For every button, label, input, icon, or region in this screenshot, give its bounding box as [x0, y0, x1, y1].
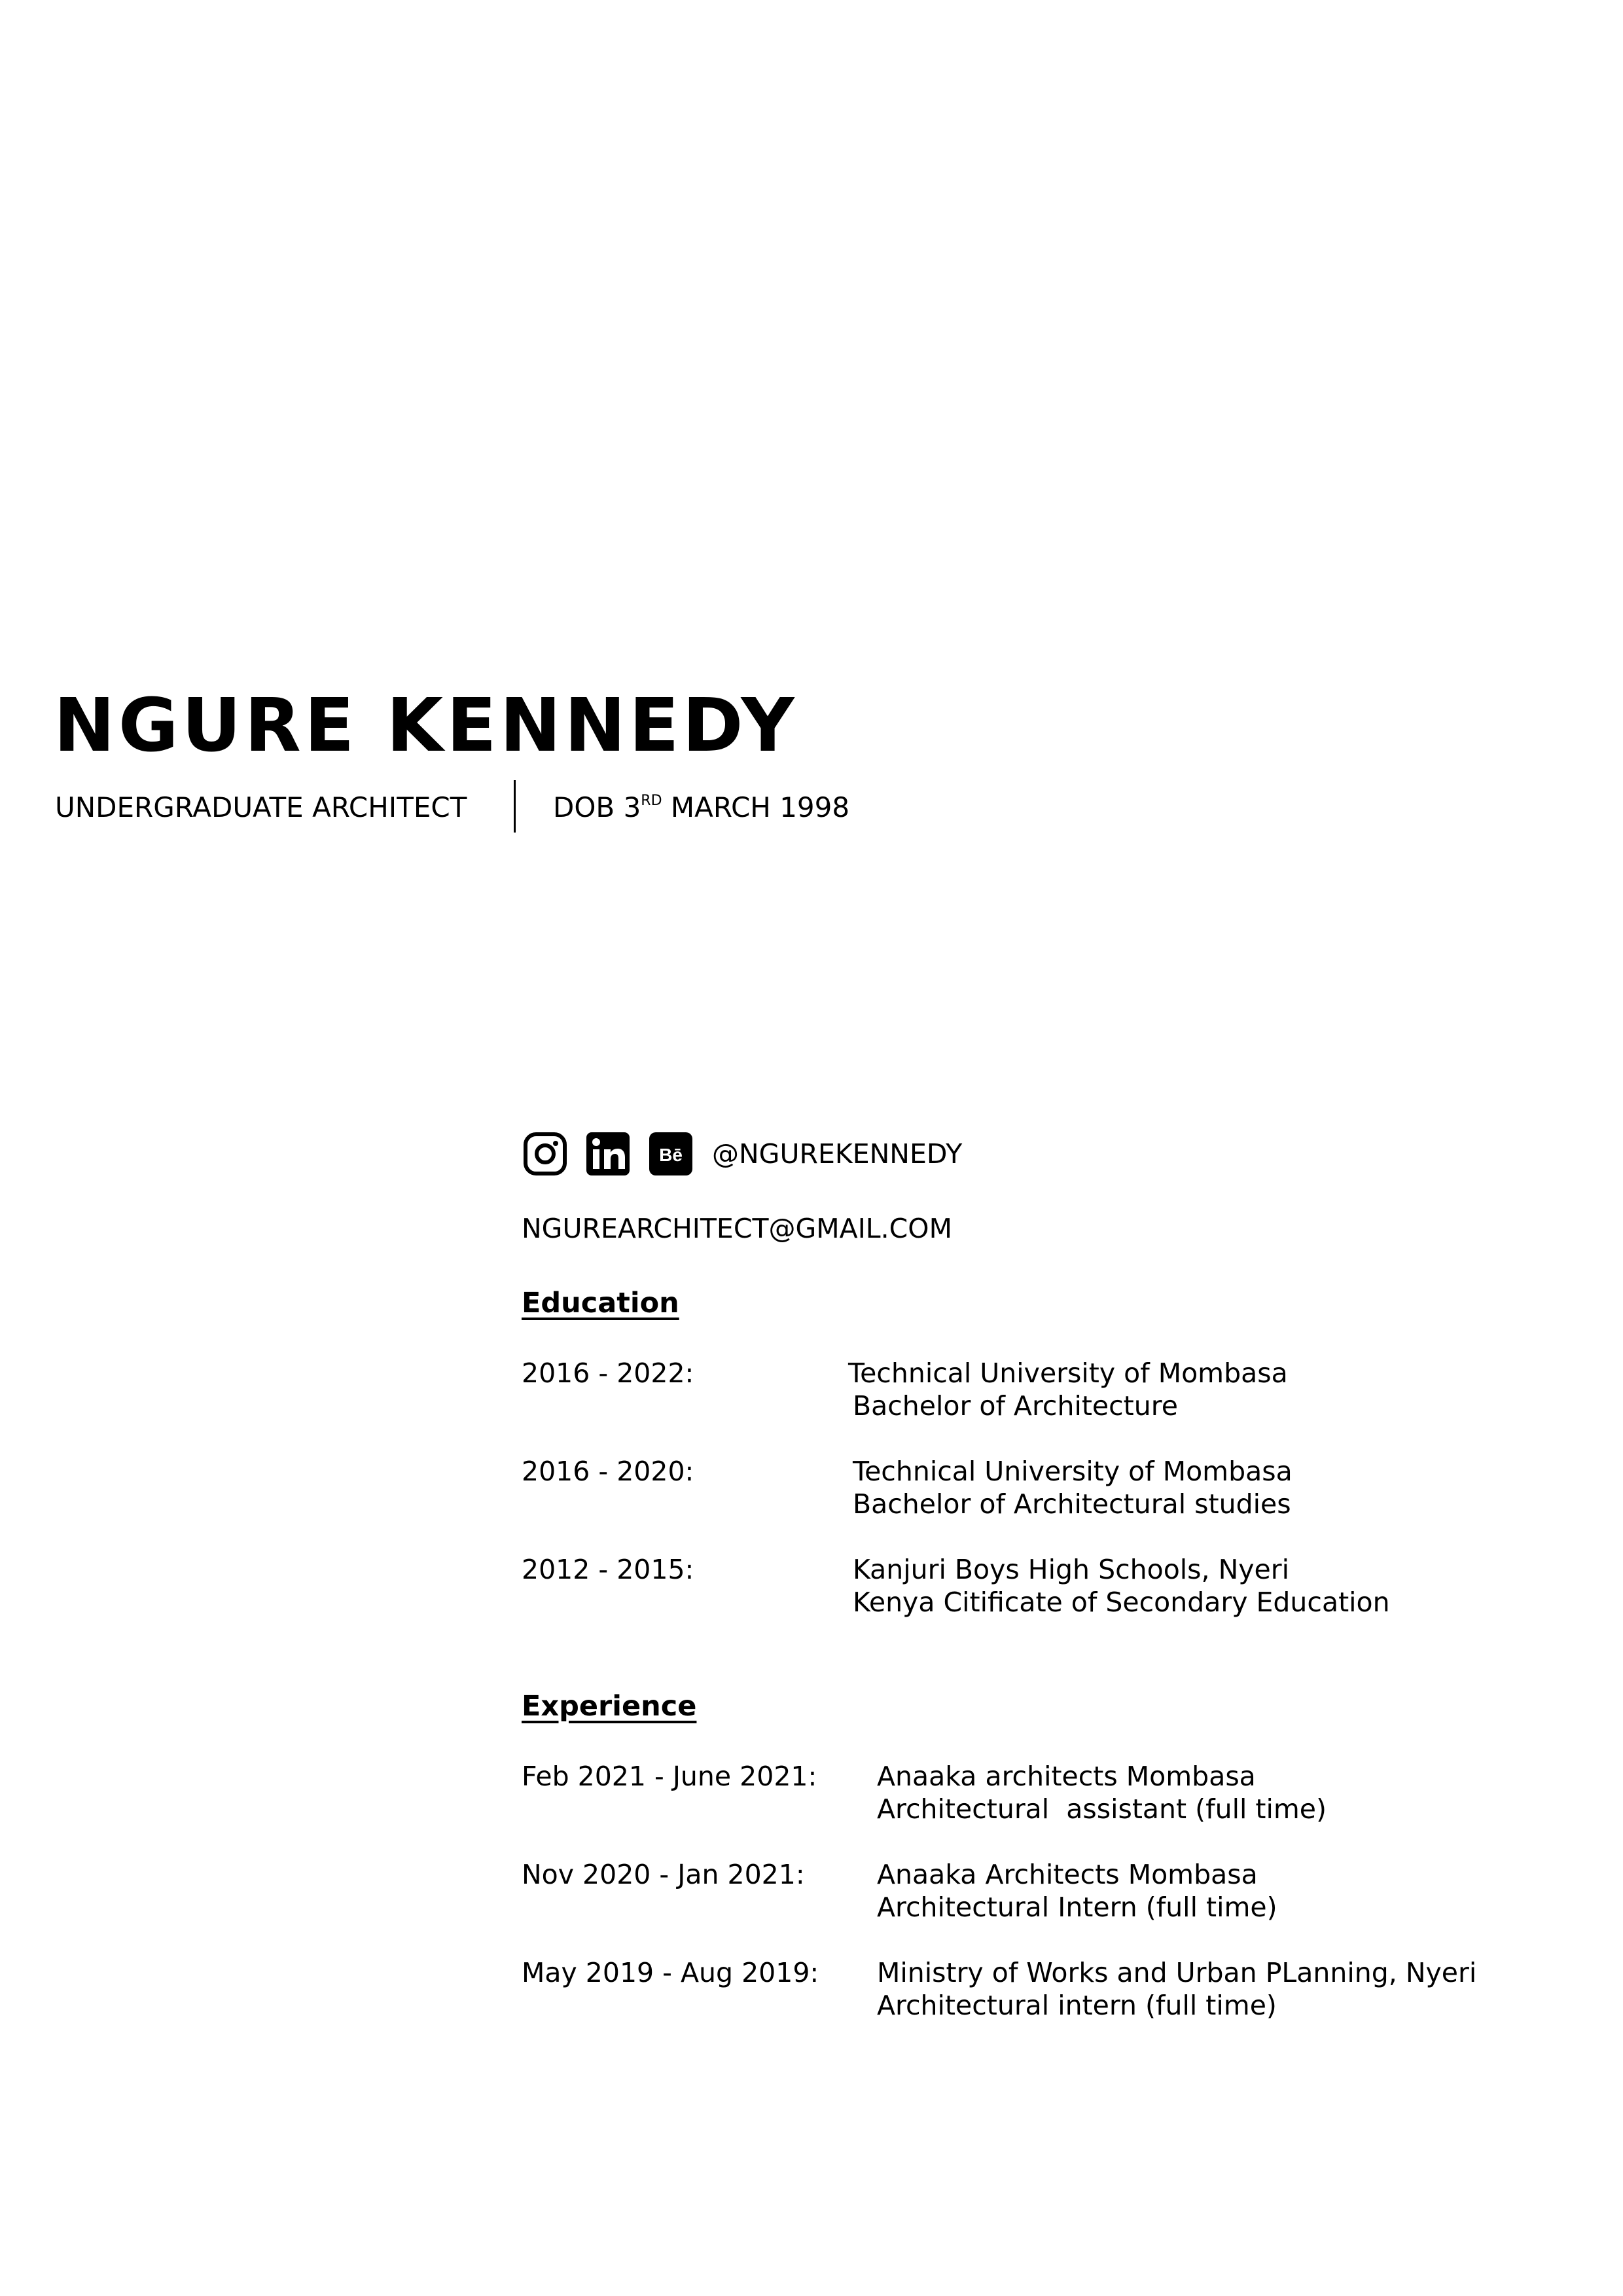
education-institution: Technical University of Mombasa	[848, 1357, 1288, 1389]
header-divider	[514, 780, 516, 833]
experience-company: Anaaka Architects Mombasa	[877, 1859, 1258, 1890]
education-institution: Technical University of Mombasa	[853, 1456, 1293, 1487]
education-qualification: Bachelor of Architectural studies	[853, 1488, 1291, 1520]
email-address[interactable]: NGUREARCHITECT@GMAIL.COM	[522, 1213, 952, 1244]
instagram-icon[interactable]	[522, 1131, 568, 1177]
job-title: UNDERGRADUATE ARCHITECT	[55, 791, 467, 823]
experience-detail	[877, 1760, 1327, 1825]
education-detail	[853, 1455, 1293, 1520]
experience-detail	[877, 1858, 1277, 1924]
education-period: 2016 - 2020:	[522, 1456, 694, 1487]
person-name: NGURE KENNEDY	[54, 683, 798, 768]
experience-period: May 2019 - Aug 2019:	[522, 1957, 819, 1988]
experience-period: Nov 2020 - Jan 2021:	[522, 1859, 805, 1890]
svg-text:Bē: Bē	[659, 1145, 683, 1165]
education-institution: Kanjuri Boys High Schools, Nyeri	[853, 1554, 1290, 1585]
education-period: 2012 - 2015:	[522, 1554, 694, 1585]
experience-role: Architectural assistant (full time)	[877, 1793, 1327, 1825]
education-heading: Education	[522, 1287, 679, 1319]
linkedin-icon[interactable]	[585, 1131, 631, 1177]
education-detail	[853, 1553, 1390, 1619]
dob-ordinal: RD	[641, 793, 662, 809]
experience-company: Anaaka architects Mombasa	[877, 1761, 1256, 1792]
education-qualification: Bachelor of Architecture	[853, 1390, 1178, 1422]
experience-role: Architectural Intern (full time)	[877, 1892, 1277, 1923]
date-of-birth	[553, 791, 850, 823]
social-links	[522, 1130, 962, 1177]
education-period: 2016 - 2022:	[522, 1357, 694, 1389]
experience-company: Ministry of Works and Urban PLanning, Nyeri	[877, 1957, 1477, 1988]
behance-icon[interactable]	[648, 1131, 694, 1177]
dob-suffix: MARCH 1998	[662, 791, 850, 823]
dob-prefix: DOB 3	[553, 791, 641, 823]
experience-heading: Experience	[522, 1690, 697, 1723]
experience-period: Feb 2021 - June 2021:	[522, 1761, 817, 1792]
social-handle[interactable]: @NGUREKENNEDY	[712, 1138, 963, 1170]
education-qualification: Kenya Citificate of Secondary Education	[853, 1587, 1390, 1618]
experience-detail	[877, 1956, 1476, 2022]
experience-role: Architectural intern (full time)	[877, 1990, 1277, 2021]
education-detail	[848, 1357, 1288, 1422]
